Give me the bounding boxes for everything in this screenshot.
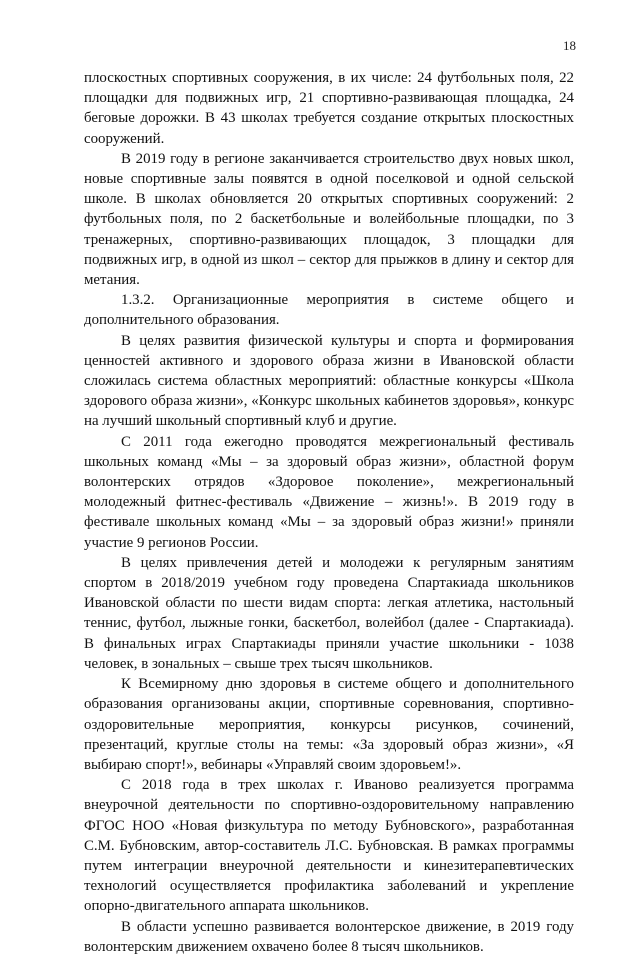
paragraph-festival: С 2011 года ежегодно проводятся межрегиональный фестиваль школьных команд «Мы – за здоровый образ жизни», областной форум волонтерских отрядов «Здоровое поколение», межрегиональный молодежный фитнес-фестиваль «Движение – жизнь!». В 2019 году в фестивале школьных команд «Мы – за здоровый образ жизни!» приняли участие 9 регионов России. (84, 433, 574, 551)
paragraph-bubnovsky-program: С 2018 года в трех школах г. Иваново реализуется программа внеурочной деятельности по спортивно-оздоровительному направлению ФГОС НОО «Новая физкультура по методу Бубновского», разработанная С.М. Бубновским, автор-составитель Л.С. Бубновская. В рамках программы путем интеграции внеурочной деятельности и кинезитерапевтических технологий осуществляется профилактика заболеваний и укрепление опорно-двигательного аппарата школьников. (84, 777, 574, 915)
section-heading-1-3-2: 1.3.2. Организационные мероприятия в системе общего и дополнительного образования. (84, 292, 574, 329)
paragraph-regional-events: В целях развития физической культуры и спорта и формирования ценностей активного и здорового образа жизни в Ивановской области сложилась система областных мероприятий: областные конкурсы «Школа здорового образа жизни», «Конкурс школьных кабинетов здоровья», конкурс на лучший школьный спортивный клуб и другие. (84, 332, 574, 430)
paragraph-continuation: плоскостных спортивных сооружения, в их числе: 24 футбольных поля, 22 площадки для подвижных игр, 21 спортивно-развивающая площадка, 24 беговые дорожки. В 43 школах требуется создание открытых плоскостных сооружений. (84, 70, 574, 147)
paragraph-volunteer-movement: В области успешно развивается волонтерское движение, в 2019 году волонтерским движением охвачено более 8 тысяч школьников. (84, 918, 574, 955)
page-number: 18 (563, 38, 576, 53)
document-body (84, 68, 574, 957)
paragraph-school-construction: В 2019 году в регионе заканчивается строительство двух новых школ, новые спортивные залы появятся в одной поселковой и одной сельской школе. В школах обновляется 20 открытых спортивных сооружений: 2 футбольных поля, по 2 баскетбольные и волейбольные площадки, по 3 тренажерных, спортивно-развивающих площадок, 3 площадки для подвижных игр, в одной из школ – сектор для прыжков в длину и сектор для метания. (84, 150, 574, 289)
paragraph-health-day: К Всемирному дню здоровья в системе общего и дополнительного образования организованы акции, спортивные соревнования, спортивно-оздоровительные мероприятия, конкурсы рисунков, сочинений, презентаций, круглые столы на темы: «За здоровый образ жизни», «Я выбираю спорт!», вебинары «Управляй своим здоровьем!». (84, 676, 574, 773)
paragraph-spartakiad: В целях привлечения детей и молодежи к регулярным занятиям спортом в 2018/2019 учебном году проведена Спартакиада школьников Ивановской области по шести видам спорта: легкая атлетика, настольный теннис, футбол, лыжные гонки, баскетбол, волейбол (далее - Спартакиада). В финальных играх Спартакиады приняли участие школьники - 1038 человек, в зональных – свыше трех тысяч школьников. (84, 554, 574, 672)
